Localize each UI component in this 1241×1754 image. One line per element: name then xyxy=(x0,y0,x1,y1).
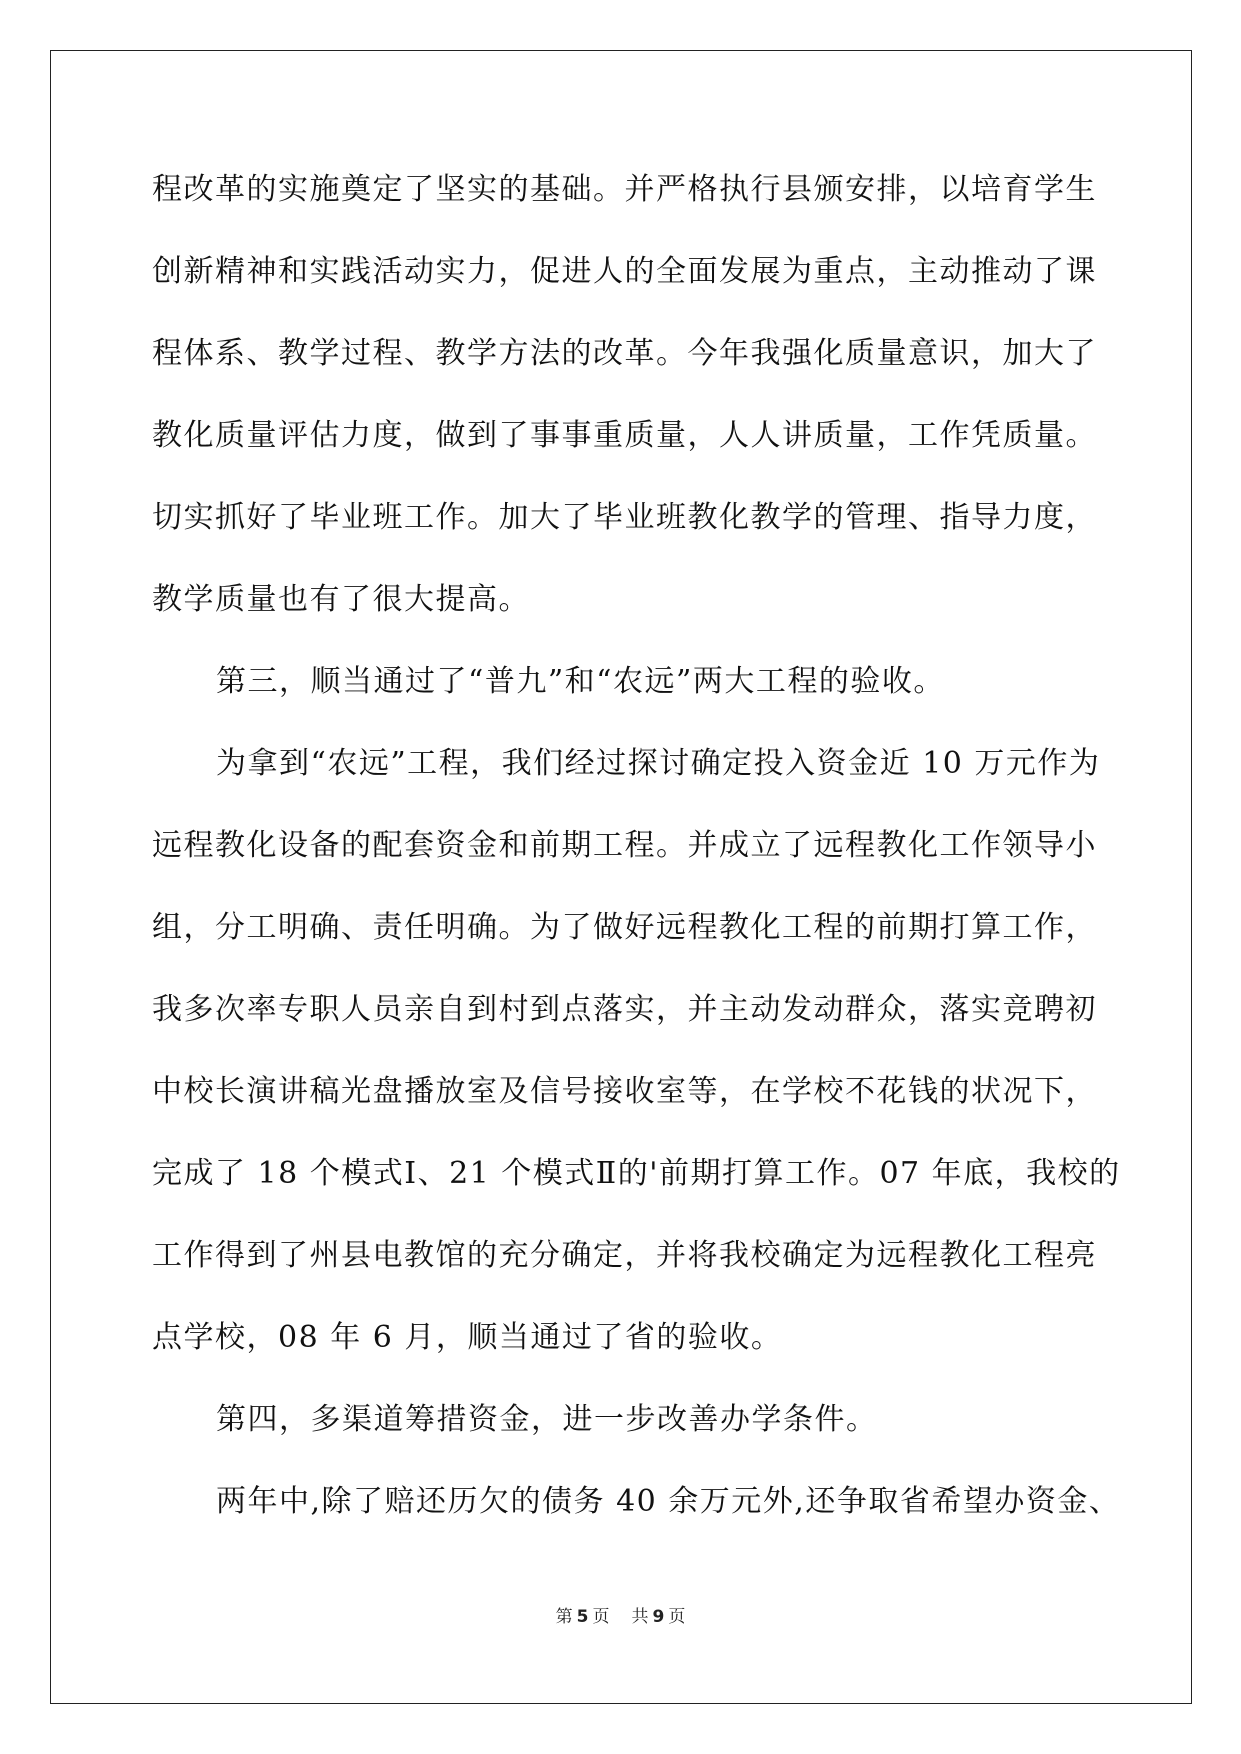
text-line: 教化质量评估力度，做到了事事重质量，人人讲质量，工作凭质量。 xyxy=(152,418,1097,453)
text-line: 教学质量也有了很大提高。 xyxy=(152,582,530,617)
total-suffix: 页 xyxy=(668,1607,686,1627)
page-number: 5 xyxy=(576,1607,589,1627)
text-line: 程改革的实施奠定了坚实的基础。并严格执行县颁安排，以培育学生 xyxy=(152,172,1097,207)
total-pages: 9 xyxy=(652,1607,665,1627)
text-line: 工作得到了州县电教馆的充分确定，并将我校确定为远程教化工程亮 xyxy=(152,1238,1097,1273)
page-footer xyxy=(0,1602,1241,1627)
page-prefix: 第 xyxy=(555,1607,573,1627)
text-line: 远程教化设备的配套资金和前期工程。并成立了远程教化工作领导小 xyxy=(152,828,1097,863)
paragraph-start: 两年中,除了赔还历欠的债务 40 余万元外,还争取省希望办资金、 xyxy=(216,1484,1121,1519)
text-line: 我多次率专职人员亲自到村到点落实，并主动发动群众，落实竞聘初 xyxy=(152,992,1097,1027)
text-line: 创新精神和实践活动实力，促进人的全面发展为重点，主动推动了课 xyxy=(152,254,1097,289)
paragraph-heading: 第三，顺当通过了“普九”和“农远”两大工程的验收。 xyxy=(216,664,945,699)
paragraph-start: 为拿到“农远”工程，我们经过探讨确定投入资金近 10 万元作为 xyxy=(216,746,1101,781)
text-line: 组，分工明确、责任明确。为了做好远程教化工程的前期打算工作， xyxy=(152,910,1097,945)
text-line: 点学校，08 年 6 月，顺当通过了省的验收。 xyxy=(152,1320,783,1355)
total-prefix: 共 xyxy=(631,1607,649,1627)
text-line: 切实抓好了毕业班工作。加大了毕业班教化教学的管理、指导力度， xyxy=(152,500,1097,535)
paragraph-heading: 第四，多渠道筹措资金，进一步改善办学条件。 xyxy=(216,1402,878,1437)
document-body xyxy=(152,160,1121,1554)
text-line: 程体系、教学过程、教学方法的改革。今年我强化质量意识，加大了 xyxy=(152,336,1097,371)
page-suffix: 页 xyxy=(592,1607,610,1627)
text-line: 完成了 18 个模式Ⅰ、21 个模式Ⅱ的'前期打算工作。07 年底，我校的 xyxy=(152,1156,1121,1191)
text-line: 中校长演讲稿光盘播放室及信号接收室等，在学校不花钱的状况下， xyxy=(152,1074,1097,1109)
